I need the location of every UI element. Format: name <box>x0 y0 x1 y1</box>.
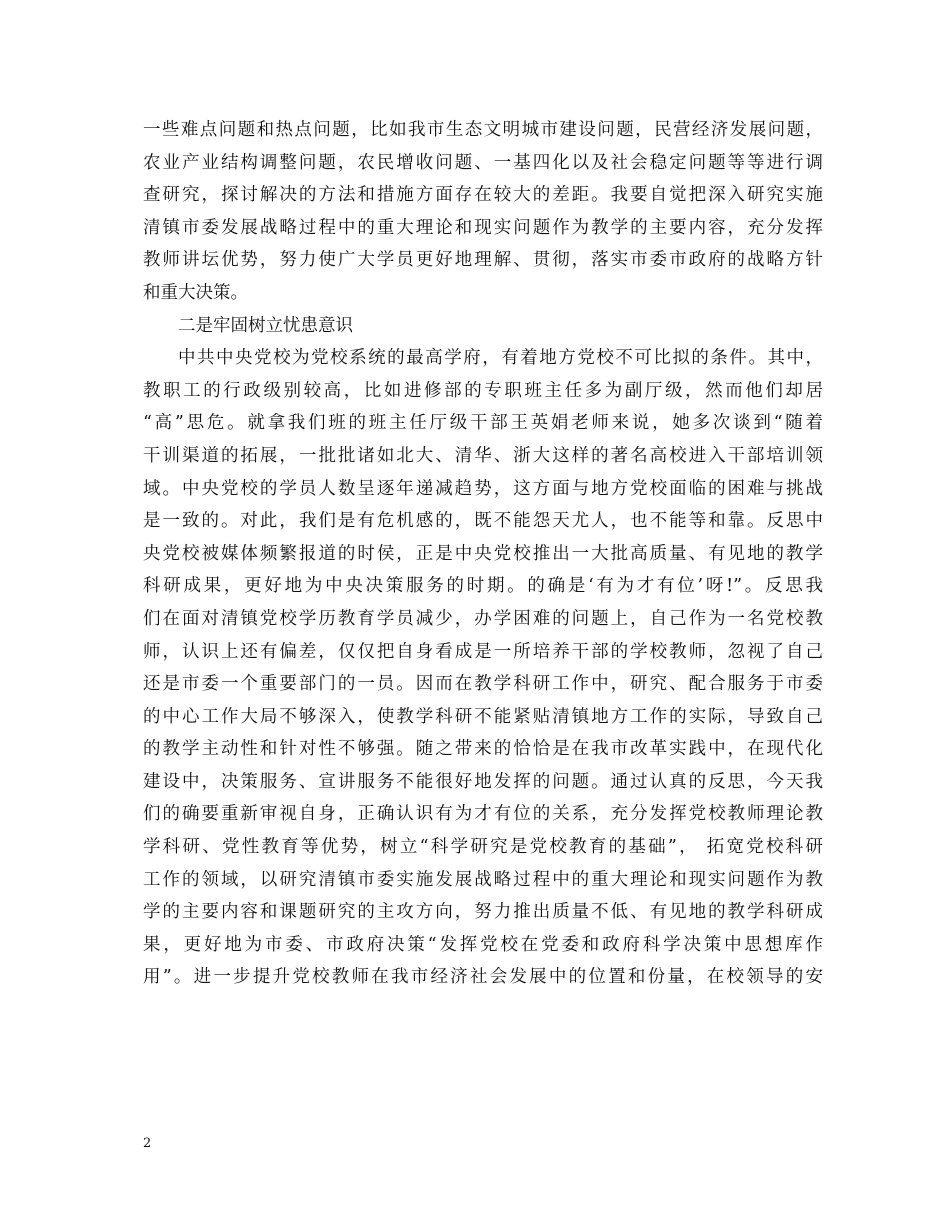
text-line: 用”。进一步提升党校教师在我市经济社会发展中的位置和份量，在校领导的安 <box>143 967 823 988</box>
text-line: 的教学主动性和针对性不够强。随之带来的恰恰是在我市改革实践中，在现代化 <box>143 739 823 760</box>
text-line: 科研成果，更好地为中央决策服务的时期。的确是‘有为才有位’呀!”。反思我 <box>143 576 823 597</box>
text-line: 教师讲坛优势，努力使广大学员更好地理解、贯彻，落实市委市政府的战略方针 <box>143 250 823 271</box>
text-line: 和重大决策。 <box>143 282 248 303</box>
text-line: 学的主要内容和课题研究的主攻方向，努力推出质量不低、有见地的教学科研成 <box>143 902 823 923</box>
text-line: 二是牢固树立忧患意识 <box>178 315 353 336</box>
text-line: 是一致的。对此，我们是有危机感的，既不能怨天尤人，也不能等和靠。反思中 <box>143 511 823 532</box>
text-line: 还是市委一个重要部门的一员。因而在教学科研工作中，研究、配合服务于市委 <box>143 674 823 695</box>
text-line: “高”思危。就拿我们班的班主任厅级干部王英娟老师来说，她多次谈到“随着 <box>143 413 823 434</box>
text-line: 们在面对清镇党校学历教育学员减少，办学困难的问题上，自己作为一名党校教 <box>143 608 823 629</box>
text-line: 学科研、党性教育等优势，树立“科学研究是党校教育的基础”， 拓宽党校科研 <box>143 837 823 858</box>
text-line: 建设中，决策服务、宣讲服务不能很好地发挥的问题。通过认真的反思，今天我 <box>143 771 823 792</box>
text-line: 们的确要重新审视自身，正确认识有为才有位的关系，充分发挥党校教师理论教 <box>143 804 823 825</box>
text-line: 域。中央党校的学员人数呈逐年递减趋势，这方面与地方党校面临的困难与挑战 <box>143 478 823 499</box>
document-body <box>143 114 823 994</box>
text-line: 一些难点问题和热点问题，比如我市生态文明城市建设问题，民营经济发展问题， <box>143 120 823 140</box>
page-number: 2 <box>143 1136 152 1151</box>
text-line: 的中心工作大局不够深入，使教学科研不能紧贴清镇地方工作的实际，导致自己 <box>143 706 823 727</box>
text-line: 查研究，探讨解决的方法和措施方面存在较大的差距。我要自觉把深入研究实施 <box>143 185 823 206</box>
text-line: 清镇市委发展战略过程中的重大理论和现实问题作为教学的主要内容，充分发挥 <box>143 217 823 238</box>
text-line: 果，更好地为市委、市政府决策“发挥党校在党委和政府科学决策中思想库作 <box>143 934 823 955</box>
text-line: 工作的领域，以研究清镇市委实施发展战略过程中的重大理论和现实问题作为教 <box>143 869 823 890</box>
text-line: 农业产业结构调整问题，农民增收问题、一基四化以及社会稳定问题等等进行调 <box>143 152 823 173</box>
text-line: 师，认识上还有偏差，仅仅把自身看成是一所培养干部的学校教师，忽视了自己 <box>143 641 823 662</box>
text-line: 教职工的行政级别较高，比如进修部的专职班主任多为副厅级，然而他们却居 <box>143 380 823 401</box>
text-line: 央党校被媒体频繁报道的时侯，正是中央党校推出一大批高质量、有见地的教学 <box>143 543 823 564</box>
text-line: 中共中央党校为党校系统的最高学府，有着地方党校不可比拟的条件。其中， <box>178 348 823 369</box>
text-line: 干训渠道的拓展，一批批诸如北大、清华、浙大这样的著名高校进入干部培训领 <box>143 445 823 466</box>
